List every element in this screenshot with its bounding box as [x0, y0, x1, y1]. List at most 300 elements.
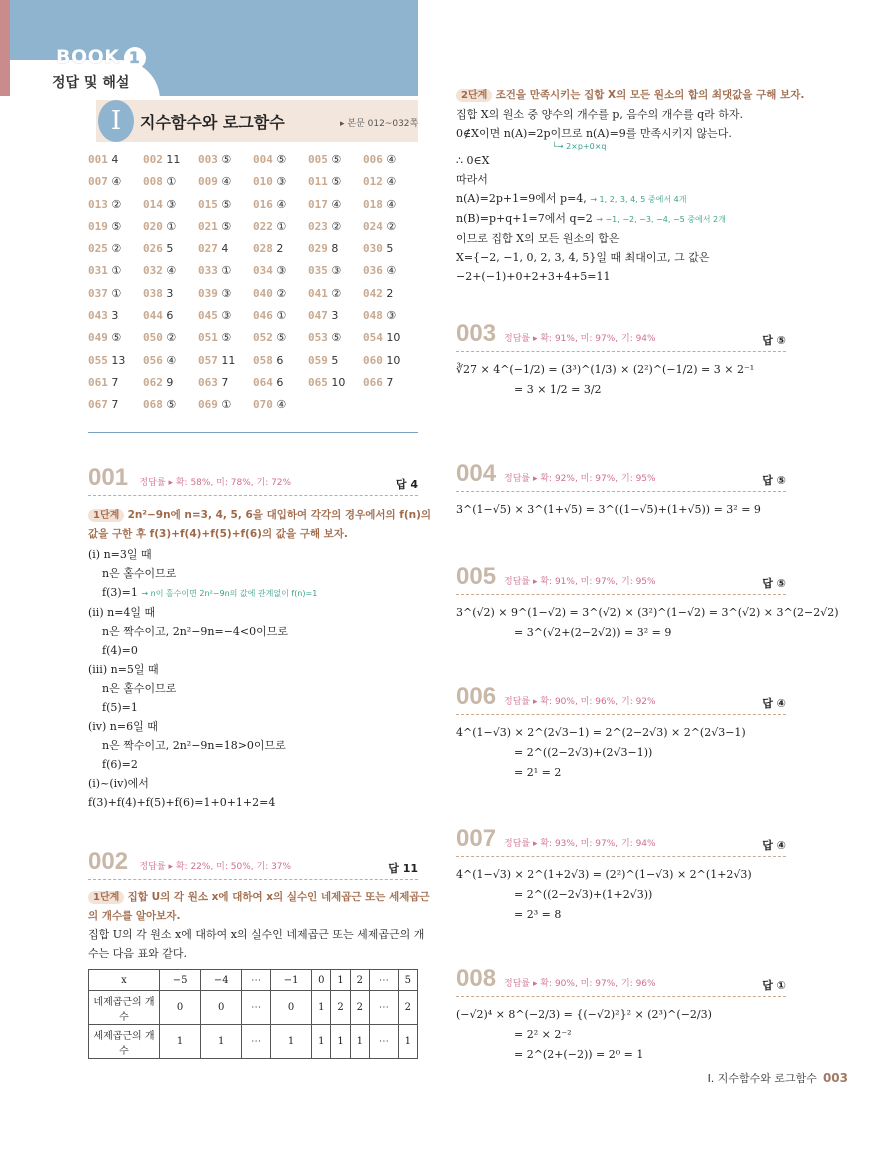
answer-value: ⑤ — [221, 153, 232, 166]
answer-cell — [363, 220, 418, 242]
solution-line: = 3^(√2+(2−2√2)) = 3² = 9 — [514, 626, 672, 639]
answer-number: 037 — [88, 286, 108, 300]
answer-value: 10 — [331, 375, 346, 389]
answer-number: 066 — [363, 375, 383, 389]
answer-value: ② — [111, 197, 122, 211]
answer-value: 13 — [111, 353, 126, 367]
answer-value: ④ — [111, 175, 122, 189]
answer-value: ⑤ — [111, 331, 122, 345]
answer-value: 11 — [166, 153, 181, 166]
table-header-cell: ⋯ — [369, 970, 398, 991]
answer-cell — [88, 242, 143, 264]
chapter-title: 지수함수와 로그함수 — [140, 113, 285, 132]
answer-cell — [88, 354, 143, 376]
answer-number: 017 — [308, 197, 328, 211]
side-note: → −1, −2, −3, −4, −5 중에서 2개 — [596, 215, 726, 224]
answer-row — [88, 376, 418, 398]
answer-value: 7 — [386, 375, 394, 389]
table-header-cell: 0 — [312, 970, 331, 991]
answer-cell — [198, 398, 253, 420]
answer-value: 2 — [386, 286, 394, 300]
answer-cell — [88, 398, 143, 420]
problem-002 — [88, 848, 430, 1059]
step-badge: 1단계 — [88, 509, 124, 522]
table-cell: 1 — [271, 1025, 312, 1059]
answer-grid — [88, 153, 418, 421]
step-text: 조건을 만족시키는 집합 X의 모든 원소의 합의 최댓값을 구해 보자. — [495, 89, 805, 101]
answer-cell — [308, 376, 363, 398]
solution-line: (ⅱ) n=4일 때 — [88, 606, 156, 619]
answer-number: 069 — [198, 398, 218, 412]
answer-value: 3 — [166, 286, 174, 300]
answer-cell — [198, 287, 253, 309]
answer-row — [88, 398, 418, 420]
answer-number: 053 — [308, 331, 328, 345]
table-cell: 1 — [350, 1025, 369, 1059]
answer-value: ① — [221, 264, 232, 278]
answer-cell — [198, 376, 253, 398]
answer-number: 055 — [88, 353, 108, 367]
answer-value: 10 — [386, 353, 401, 367]
side-note: → 1, 2, 3, 4, 5 중에서 4개 — [590, 195, 687, 204]
solution-line: −2+(−1)+0+2+3+4+5=11 — [456, 270, 611, 283]
answer-cell — [253, 354, 308, 376]
problem-007 — [456, 825, 786, 925]
solution-line: 4^(1−√3) × 2^(1+2√3) = (2²)^(1−√3) × 2^(1+2√3) — [456, 868, 752, 881]
step-text: 집합 U의 각 원소 x에 대하여 x의 실수인 네제곱근 또는 세제곱근 — [127, 891, 430, 903]
answer-number: 006 — [363, 153, 383, 166]
answer-cell — [308, 309, 363, 331]
answer-value: ① — [276, 309, 287, 323]
answer-number: 041 — [308, 286, 328, 300]
answer-value: ⑤ — [166, 398, 177, 412]
divider — [456, 856, 786, 857]
answer-number: 044 — [143, 309, 163, 323]
table-cell: ⋯ — [369, 1025, 398, 1059]
answer-number: 050 — [143, 331, 163, 345]
answer-number: 015 — [198, 197, 218, 211]
answer-cell — [308, 264, 363, 286]
answer-number: 002 — [143, 153, 163, 166]
answer-row — [88, 198, 418, 220]
page-number: 003 — [822, 1071, 848, 1085]
solution-line: = 2^((2−2√3)+(1+2√3)) — [514, 888, 653, 901]
table-cell: 1 — [331, 1025, 350, 1059]
answer-cell — [363, 264, 418, 286]
divider — [88, 879, 418, 880]
answer-cell — [253, 287, 308, 309]
answer-number: 016 — [253, 197, 273, 211]
answer-number: 039 — [198, 286, 218, 300]
answer-number: 035 — [308, 264, 328, 278]
solution-line: 이므로 집합 X의 모든 원소의 합은 — [456, 232, 620, 245]
answer-number: 021 — [198, 219, 218, 233]
grid-divider — [88, 432, 418, 433]
solution-line: = 2² × 2⁻² — [514, 1028, 572, 1041]
problem-003 — [456, 320, 786, 400]
solution-line: 수는 다음 표와 같다. — [88, 947, 187, 960]
answer-cell — [198, 354, 253, 376]
answer-number: 051 — [198, 331, 218, 345]
correct-rate: 정답률 ▸ 확: 93%, 미: 97%, 기: 94% — [504, 839, 656, 849]
answer-number: 057 — [198, 353, 218, 367]
answer-cell — [253, 398, 308, 420]
answer-value: 5 — [166, 242, 174, 256]
solution-line: 집합 X의 원소 중 양수의 개수를 p, 음수의 개수를 q라 하자. — [456, 108, 744, 121]
answer-row — [88, 354, 418, 376]
answer-cell — [363, 309, 418, 331]
answer-cell — [363, 331, 418, 353]
answer-label: 답 ⑤ — [762, 474, 786, 487]
divider — [88, 495, 418, 496]
divider — [456, 491, 786, 492]
answer-number: 062 — [143, 375, 163, 389]
footer-chapter: I. 지수함수와 로그함수 — [707, 1072, 817, 1085]
answer-label: 답 11 — [388, 862, 418, 875]
answer-cell — [308, 198, 363, 220]
answer-cell — [363, 354, 418, 376]
answer-number: 001 — [88, 153, 108, 166]
answer-cell — [143, 242, 198, 264]
answer-cell — [308, 153, 363, 175]
answer-number: 014 — [143, 197, 163, 211]
correct-rate: 정답률 ▸ 확: 90%, 미: 97%, 기: 96% — [504, 979, 656, 989]
answer-cell — [143, 220, 198, 242]
solution-line: (ⅲ) n=5일 때 — [88, 663, 159, 676]
problem-002-step2 — [456, 86, 805, 286]
answer-value: ① — [276, 219, 287, 233]
book-label: BOOK 1 — [56, 46, 146, 69]
solution-line: f(3)=1 — [102, 586, 138, 599]
answer-value: ④ — [166, 264, 177, 278]
correct-rate: 정답률 ▸ 확: 91%, 미: 97%, 기: 95% — [504, 577, 656, 587]
answer-cell — [363, 153, 418, 175]
correct-rate: 정답률 ▸ 확: 91%, 미: 97%, 기: 94% — [504, 334, 656, 344]
table-cell: 1 — [398, 1025, 417, 1059]
answer-cell — [88, 153, 143, 175]
answer-value: ② — [331, 286, 342, 300]
solution-line: 3^(√2) × 9^(1−√2) = 3^(√2) × (3²)^(1−√2) = 3^(√2) × 3^(2−2√2) — [456, 606, 839, 619]
answer-cell — [143, 175, 198, 197]
answer-cell — [198, 264, 253, 286]
table-cell: ⋯ — [242, 1025, 271, 1059]
divider — [456, 996, 786, 997]
answer-number: 065 — [308, 375, 328, 389]
correct-rate: 정답률 ▸ 확: 92%, 미: 97%, 기: 95% — [504, 474, 656, 484]
answer-cell — [198, 242, 253, 264]
chapter-number: I — [98, 100, 134, 142]
solution-line: f(4)=0 — [102, 644, 138, 657]
answer-row — [88, 287, 418, 309]
answer-value: ① — [111, 286, 122, 300]
answer-value: ① — [111, 264, 122, 278]
answer-number: 004 — [253, 153, 273, 166]
answer-number: 043 — [88, 309, 108, 323]
solution-line: n(B)=p+q+1=7에서 q=2 — [456, 212, 593, 225]
answer-cell — [253, 309, 308, 331]
correct-rate: 정답률 ▸ 확: 58%, 미: 78%, 기: 72% — [139, 478, 292, 488]
answer-cell — [143, 287, 198, 309]
solution-line: n은 홀수이므로 — [102, 682, 177, 695]
answer-cell — [143, 153, 198, 175]
answer-cell — [363, 376, 418, 398]
answer-number: 028 — [253, 242, 273, 256]
side-note: └→ 2×p+0×q — [552, 142, 607, 151]
solution-line: = 2³ = 8 — [514, 908, 562, 921]
solution-line: (ⅰ)~(ⅳ)에서 — [88, 777, 149, 790]
correct-rate: 정답률 ▸ 확: 90%, 미: 96%, 기: 92% — [504, 697, 656, 707]
answer-number: 047 — [308, 309, 328, 323]
answer-value: ② — [111, 242, 122, 256]
answer-label: 답 ① — [762, 979, 786, 992]
answer-cell — [88, 331, 143, 353]
answer-number: 018 — [363, 197, 383, 211]
table-cell: ⋯ — [242, 991, 271, 1025]
answer-value: ④ — [386, 175, 397, 189]
answer-value: ② — [166, 331, 177, 345]
answer-cell — [143, 264, 198, 286]
answer-number: 061 — [88, 375, 108, 389]
solution-line: n(A)=2p+1=9에서 p=4, — [456, 192, 587, 205]
answer-number: 048 — [363, 309, 383, 323]
answer-cell — [143, 354, 198, 376]
table-cell: 1 — [201, 1025, 242, 1059]
divider — [456, 594, 786, 595]
table-cell: 1 — [312, 1025, 331, 1059]
answer-value: ③ — [166, 197, 177, 211]
correct-rate: 정답률 ▸ 확: 22%, 미: 50%, 기: 37% — [139, 862, 292, 872]
answer-cell — [88, 309, 143, 331]
answer-number: 063 — [198, 375, 218, 389]
answer-number: 054 — [363, 331, 383, 345]
answer-number: 036 — [363, 264, 383, 278]
answer-cell — [198, 331, 253, 353]
answer-label: 답 4 — [395, 478, 418, 491]
answer-value: ⑤ — [111, 219, 122, 233]
corner-mark — [0, 0, 10, 96]
answer-row — [88, 153, 418, 175]
answer-value: ③ — [386, 309, 397, 323]
answer-number: 059 — [308, 353, 328, 367]
table-cell: 0 — [201, 991, 242, 1025]
answer-value: ③ — [221, 309, 232, 323]
answer-cell — [253, 331, 308, 353]
answer-cell — [198, 175, 253, 197]
solution-line: 따라서 — [456, 173, 488, 186]
answer-number: 070 — [253, 398, 273, 412]
answer-value: 4 — [221, 242, 229, 256]
problem-number: 006 — [456, 683, 497, 710]
answer-number: 003 — [198, 153, 218, 166]
answer-value: ④ — [276, 197, 287, 211]
answer-value: ④ — [331, 197, 342, 211]
answer-number: 009 — [198, 175, 218, 189]
answer-value: 7 — [111, 375, 119, 389]
answer-value: 8 — [331, 242, 339, 256]
answer-row — [88, 309, 418, 331]
answer-number: 022 — [253, 219, 273, 233]
step-badge: 1단계 — [88, 891, 124, 904]
solution-line: (−√2)⁴ × 8^(−2/3) = {(−√2)²}² × (2³)^(−2/3) — [456, 1008, 712, 1021]
answer-number: 008 — [143, 175, 163, 189]
answer-cell — [88, 198, 143, 220]
answer-cell — [308, 175, 363, 197]
solution-line: = 3 × 1/2 = 3/2 — [514, 383, 602, 396]
answer-number: 056 — [143, 353, 163, 367]
solution-line: 0∉X이면 n(A)=2p이므로 n(A)=9를 만족시키지 않는다. — [456, 127, 732, 140]
table-cell: 2 — [398, 991, 417, 1025]
answer-cell — [253, 264, 308, 286]
problem-001 — [88, 464, 432, 812]
answer-cell — [198, 220, 253, 242]
table-cell: 0 — [271, 991, 312, 1025]
answer-value: ⑤ — [221, 219, 232, 233]
answer-value: 2 — [276, 242, 284, 256]
answer-number: 046 — [253, 309, 273, 323]
answer-cell — [363, 175, 418, 197]
table-header-cell: −1 — [271, 970, 312, 991]
table-header-cell: ⋯ — [242, 970, 271, 991]
answer-number: 060 — [363, 353, 383, 367]
answer-number: 029 — [308, 242, 328, 256]
answer-label: 답 ④ — [762, 697, 786, 710]
solution-line: n은 짝수이고, 2n²−9n=−4<0이므로 — [102, 625, 289, 638]
step-badge: 2단계 — [456, 89, 492, 102]
divider — [456, 351, 786, 352]
answer-cell — [308, 331, 363, 353]
section-subtitle: 정답 및 해설 — [52, 75, 130, 91]
answer-cell — [363, 287, 418, 309]
answer-value: ① — [166, 175, 177, 189]
answer-value: ⑤ — [221, 197, 232, 211]
answer-cell — [143, 309, 198, 331]
answer-cell — [88, 264, 143, 286]
answer-value: 6 — [276, 353, 284, 367]
answer-value: ⑤ — [331, 153, 342, 166]
answer-number: 031 — [88, 264, 108, 278]
answer-value: 7 — [221, 375, 229, 389]
answer-number: 007 — [88, 175, 108, 189]
table-header-cell: 5 — [398, 970, 417, 991]
step-text: 2n²−9n에 n=3, 4, 5, 6을 대입하여 각각의 경우에서의 f(n)의 — [127, 509, 432, 521]
answer-value: ⑤ — [276, 153, 287, 166]
table-header-cell: x — [89, 970, 160, 991]
answer-number: 052 — [253, 331, 273, 345]
answer-cell — [198, 309, 253, 331]
answer-value: ④ — [386, 264, 397, 278]
answer-value: ⑤ — [331, 331, 342, 345]
solution-line: (ⅳ) n=6일 때 — [88, 720, 158, 733]
answer-value: 3 — [331, 309, 339, 323]
answer-value: ③ — [276, 264, 287, 278]
answer-value: 7 — [111, 398, 119, 412]
answer-value: ① — [221, 398, 232, 412]
answer-number: 049 — [88, 331, 108, 345]
solution-line: 3^(1−√5) × 3^(1+√5) = 3^((1−√5)+(1+√5)) = 3² = 9 — [456, 503, 761, 516]
answer-value: ② — [331, 219, 342, 233]
answer-value: ④ — [276, 398, 287, 412]
step-text: 값을 구한 후 f(3)+f(4)+f(5)+f(6)의 값을 구해 보자. — [88, 528, 348, 540]
answer-value: ⑤ — [331, 175, 342, 189]
answer-label: 답 ④ — [762, 839, 786, 852]
answer-cell — [143, 331, 198, 353]
step-text: 의 개수를 알아보자. — [88, 910, 181, 922]
table-cell: 1 — [312, 991, 331, 1025]
answer-number: 064 — [253, 375, 273, 389]
answer-cell — [88, 287, 143, 309]
answer-cell — [363, 242, 418, 264]
answer-number: 027 — [198, 242, 218, 256]
answer-value: 4 — [111, 153, 119, 166]
answer-cell — [253, 175, 308, 197]
problem-number: 004 — [456, 460, 497, 487]
answer-cell — [88, 220, 143, 242]
answer-cell — [143, 398, 198, 420]
answer-value: ⑤ — [221, 331, 232, 345]
table-row-label: 세제곱근의 개수 — [89, 1025, 160, 1059]
answer-number: 045 — [198, 309, 218, 323]
answer-cell — [253, 242, 308, 264]
problem-number: 001 — [88, 464, 129, 491]
answer-number: 011 — [308, 175, 328, 189]
problem-number: 003 — [456, 320, 497, 347]
answer-row — [88, 264, 418, 286]
table-row-label: 네제곱근의 개수 — [89, 991, 160, 1025]
problem-008 — [456, 965, 786, 1065]
table-cell: 2 — [350, 991, 369, 1025]
answer-number: 032 — [143, 264, 163, 278]
answer-row — [88, 175, 418, 197]
answer-value: ④ — [386, 197, 397, 211]
problem-004 — [456, 460, 786, 520]
answer-cell — [308, 287, 363, 309]
table-header-cell: −5 — [160, 970, 201, 991]
table-cell: 2 — [331, 991, 350, 1025]
table-header-cell: 2 — [350, 970, 369, 991]
answer-cell — [253, 153, 308, 175]
answer-cell — [143, 198, 198, 220]
problem-number: 008 — [456, 965, 497, 992]
book-number: 1 — [124, 47, 146, 69]
answer-number: 025 — [88, 242, 108, 256]
answer-row — [88, 220, 418, 242]
solution-line: n은 짝수이고, 2n²−9n=18>0이므로 — [102, 739, 286, 752]
answer-number: 067 — [88, 398, 108, 412]
answer-value: 6 — [166, 309, 174, 323]
solution-line: f(3)+f(4)+f(5)+f(6)=1+0+1+2=4 — [88, 796, 276, 809]
answer-row — [88, 331, 418, 353]
answer-value: 10 — [386, 331, 401, 345]
answer-number: 019 — [88, 219, 108, 233]
problem-006 — [456, 683, 786, 783]
table-header-cell: 1 — [331, 970, 350, 991]
answer-number: 058 — [253, 353, 273, 367]
answer-value: ④ — [386, 153, 397, 166]
table-header-cell: −4 — [201, 970, 242, 991]
answer-number: 024 — [363, 219, 383, 233]
answer-number: 040 — [253, 286, 273, 300]
divider — [456, 714, 786, 715]
answer-number: 013 — [88, 197, 108, 211]
page-footer — [708, 1070, 848, 1086]
problem-005 — [456, 563, 839, 643]
answer-value: ① — [166, 219, 177, 233]
solution-line: ∛27 × 4^(−1/2) = (3³)^(1/3) × (2²)^(−1/2) = 3 × 2⁻¹ — [456, 363, 755, 376]
table-cell: ⋯ — [369, 991, 398, 1025]
answer-value: ③ — [276, 175, 287, 189]
solution-line: (ⅰ) n=3일 때 — [88, 548, 152, 561]
answer-cell — [253, 198, 308, 220]
